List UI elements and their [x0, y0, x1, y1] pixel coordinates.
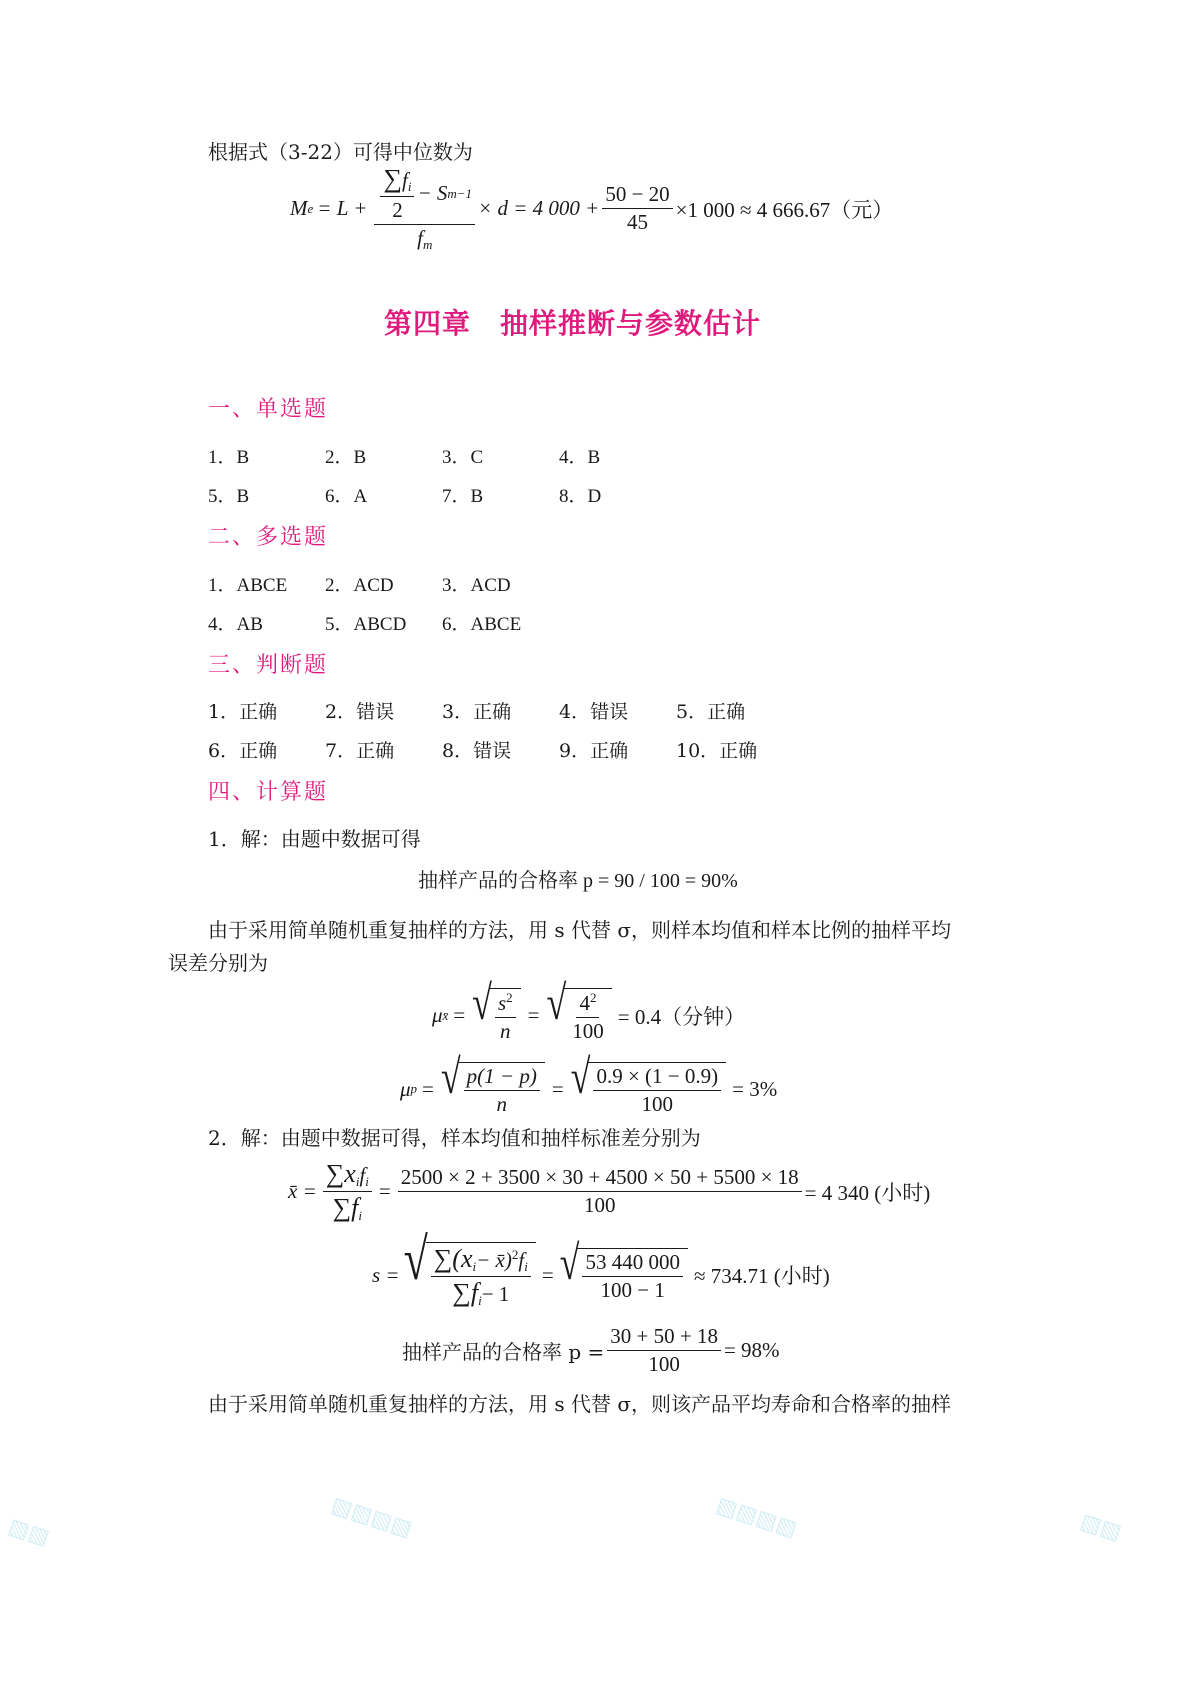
median-formula: [290, 165, 893, 253]
intro-line: 根据式（3-22）可得中位数为: [208, 140, 473, 164]
s-f1-num-sup: 2: [511, 1247, 519, 1262]
mu-p-formula: [400, 1049, 778, 1117]
mu-p-eq2: =: [551, 1076, 564, 1101]
mu-x-f2-den: 100: [572, 1019, 604, 1044]
answer-item: 6．A: [325, 486, 368, 507]
s-lhs: s =: [372, 1262, 400, 1287]
s-f1-num-f-sub: i: [524, 1259, 528, 1274]
s-f1-num: ∑(x: [433, 1244, 473, 1273]
answer-item: 10．正确: [676, 740, 758, 762]
median-eq1: = L +: [317, 196, 368, 221]
answer-item: 2．错误: [325, 701, 395, 723]
answer-item: 7．正确: [325, 740, 395, 762]
median-lhs: M: [290, 196, 308, 221]
answer-item: 5．正确: [676, 701, 746, 723]
q2-rate-den: 100: [648, 1352, 680, 1377]
s-f2-den: 100 − 1: [600, 1278, 665, 1303]
mu-p-lhs: μ: [400, 1076, 411, 1101]
frac2-num: 50 − 20: [602, 183, 672, 209]
answer-item: 7．B: [442, 486, 484, 507]
mu-x-lhs-sub: x̄: [442, 1007, 449, 1023]
answer-item: 1．ABCE: [208, 575, 288, 596]
s-f1-num-f: f: [518, 1248, 525, 1272]
section-title-judge: 三、判断题: [208, 653, 329, 678]
times-d: × d = 4 000 +: [478, 196, 600, 221]
sigma-symbol: ∑: [383, 164, 402, 193]
mu-x-eq: =: [453, 1003, 466, 1028]
section-title-calc: 四、计算题: [208, 780, 329, 805]
q2-para-line: 由于采用简单随机重复抽样的方法，用 s 代替 σ，则该产品平均寿命和合格率的抽样: [208, 1392, 951, 1416]
sqrt-6: √ $\frac{53 440 000}{100 - 1}$: [560, 1248, 688, 1302]
chapter-title: 第四章 抽样推断与参数估计: [384, 307, 762, 340]
median-second-fraction: [602, 183, 672, 234]
sqrt-5: √ $\frac{\sum(x_i- x̄)^2f_i}{\sum f_i- 1}$: [404, 1242, 536, 1309]
mu-x-eq2: =: [527, 1003, 540, 1028]
xbar-f2-num: 2500 × 2 + 3500 × 30 + 4500 × 50 + 5500 × 18: [398, 1166, 802, 1192]
den-f-sub: m: [422, 237, 433, 253]
answer-item: 1．正确: [208, 701, 278, 723]
answer-item: 2．ACD: [325, 575, 394, 596]
xbar-f1-num: ∑x: [325, 1159, 356, 1188]
xbar-f1-num-f-sub: i: [365, 1174, 369, 1189]
mu-p-f2-den: 100: [641, 1092, 674, 1117]
mu-x-f1-den: n: [500, 1019, 511, 1044]
s-f1-num-sub: i: [472, 1259, 477, 1274]
inner-f: f: [401, 168, 408, 192]
watermark-logo: ▧▧▧▧: [713, 1492, 800, 1543]
answer-item: 8．D: [559, 486, 602, 507]
s-f1-den-rest: − 1: [481, 1282, 510, 1307]
sqrt-4: √ $\frac{0.9 \times (1 - 0.9)}{100}$: [571, 1062, 726, 1116]
answer-item: 3．C: [442, 447, 484, 468]
answer-item: 3．ACD: [442, 575, 511, 596]
s-tail: ≈ 734.71 (小时): [693, 1264, 830, 1289]
q2-rate-num: 30 + 50 + 18: [607, 1325, 721, 1351]
q1-para-line2: 误差分别为: [168, 951, 268, 975]
xbar-f2: [398, 1166, 802, 1217]
mu-x-lhs: μ: [432, 1003, 443, 1028]
answer-item: 4．错误: [559, 701, 629, 723]
q1-intro: 1．解：由题中数据可得: [208, 827, 421, 851]
mu-p-f1-num: p(1 − p): [464, 1065, 540, 1091]
q2-rate-frac: [607, 1325, 721, 1376]
mu-x-f1-sup: 2: [506, 990, 513, 1005]
answer-item: 5．B: [208, 486, 250, 507]
answer-item: 8．错误: [442, 740, 512, 762]
inner-f-sub: i: [407, 179, 412, 194]
mu-x-formula: [432, 975, 746, 1044]
answer-item: 2．B: [325, 447, 367, 468]
xbar-f1: [323, 1160, 372, 1224]
answer-item: 5．ABCD: [325, 614, 407, 635]
multi-answers: [208, 570, 559, 636]
judge-answers: [208, 697, 793, 763]
inner-den: 2: [392, 198, 403, 223]
den-f: f: [417, 226, 423, 251]
median-tail: ×1 000 ≈ 4 666.67（元）: [675, 197, 894, 222]
answer-item: 9．正确: [559, 740, 629, 762]
xbar-f2-den: 100: [583, 1193, 616, 1218]
s-sub: m−1: [447, 185, 473, 201]
mu-p-eq: =: [422, 1076, 434, 1101]
watermark-logo: ▧▧: [5, 1514, 53, 1551]
q1-para-line1: 由于采用简单随机重复抽样的方法，用 s 代替 σ，则样本均值和样本比例的抽样平均: [208, 918, 951, 942]
mu-p-lhs-sub: p: [410, 1081, 418, 1097]
q2-rate-tail: = 98%: [723, 1338, 780, 1363]
answer-item: 4．AB: [208, 614, 263, 635]
s-f1-den: ∑f: [452, 1278, 479, 1308]
s-f2-num: 53 440 000: [582, 1251, 683, 1277]
q1-rate-line: 抽样产品的合格率 p = 90 / 100 = 90%: [418, 870, 738, 892]
section-title-single: 一、单选题: [208, 397, 329, 422]
mu-x-f1-num: s: [497, 991, 507, 1015]
xbar-lhs: x̄ =: [288, 1179, 317, 1204]
answer-item: 6．正确: [208, 740, 278, 762]
section-title-multi: 二、多选题: [208, 525, 329, 550]
answer-item: 1．B: [208, 447, 250, 468]
xbar-formula: x̄ = $\frac{\sum x_if_i}{\sum f_i}$ = $\frac{2500 \times 2 + 3500 \times 30 + 4500 \times 50 + 5500 \times 18}{100}$ = 4 340 (小时): [288, 1159, 931, 1224]
single-answers: [208, 442, 676, 508]
mu-x-f2-num: 4: [579, 991, 590, 1015]
mu-p-tail: = 3%: [732, 1076, 778, 1101]
frac2-den: 45: [626, 210, 648, 235]
sqrt-3: √ $\frac{p(1 - p)}{n}$: [441, 1062, 545, 1116]
mu-x-tail: = 0.4（分钟）: [617, 1004, 746, 1029]
minus-s: − S: [417, 181, 448, 206]
answer-item: 6．ABCE: [442, 614, 522, 635]
q2-rate-formula: [402, 1325, 780, 1376]
xbar-f1-den: ∑f: [332, 1193, 359, 1223]
watermark-logo: ▧▧▧▧: [328, 1492, 415, 1543]
s-formula: s = √ $\frac{\sum(x_i- x̄)^2f_i}{\sum f_i- 1}$ = √ $\frac{53 440 000}{100 - 1}$ ≈ 734.71 (小时): [372, 1226, 830, 1309]
sqrt-1: √ $\frac{s^2}{n}$: [472, 988, 520, 1043]
xbar-f1-den-sub: i: [358, 1208, 363, 1224]
xbar-tail: = 4 340 (小时): [804, 1180, 931, 1205]
mu-p-f2-num: 0.9 × (1 − 0.9): [593, 1065, 721, 1091]
median-inner-fraction: [380, 165, 414, 222]
q2-intro: 2．解：由题中数据可得，样本均值和抽样标准差分别为: [208, 1126, 701, 1150]
mu-p-f1-den: n: [496, 1092, 507, 1117]
s-f1-num-rest: − x̄): [476, 1248, 512, 1272]
answer-item: 3．正确: [442, 701, 512, 723]
median-lhs-sub: e: [307, 200, 314, 216]
mu-x-f2-sup: 2: [589, 990, 597, 1005]
xbar-f1-num-f: f: [359, 1163, 366, 1187]
xbar-f1-num-sub: i: [355, 1174, 360, 1189]
watermark-logo: ▧▧: [1077, 1509, 1125, 1546]
median-main-fraction: [374, 165, 475, 253]
sqrt-2: √ $\frac{4^2}{100}$: [546, 988, 611, 1043]
answer-item: 4．B: [559, 447, 601, 468]
q2-rate-lead: 抽样产品的合格率 p =: [402, 1340, 605, 1365]
s-f1-den-sub: i: [478, 1293, 482, 1309]
